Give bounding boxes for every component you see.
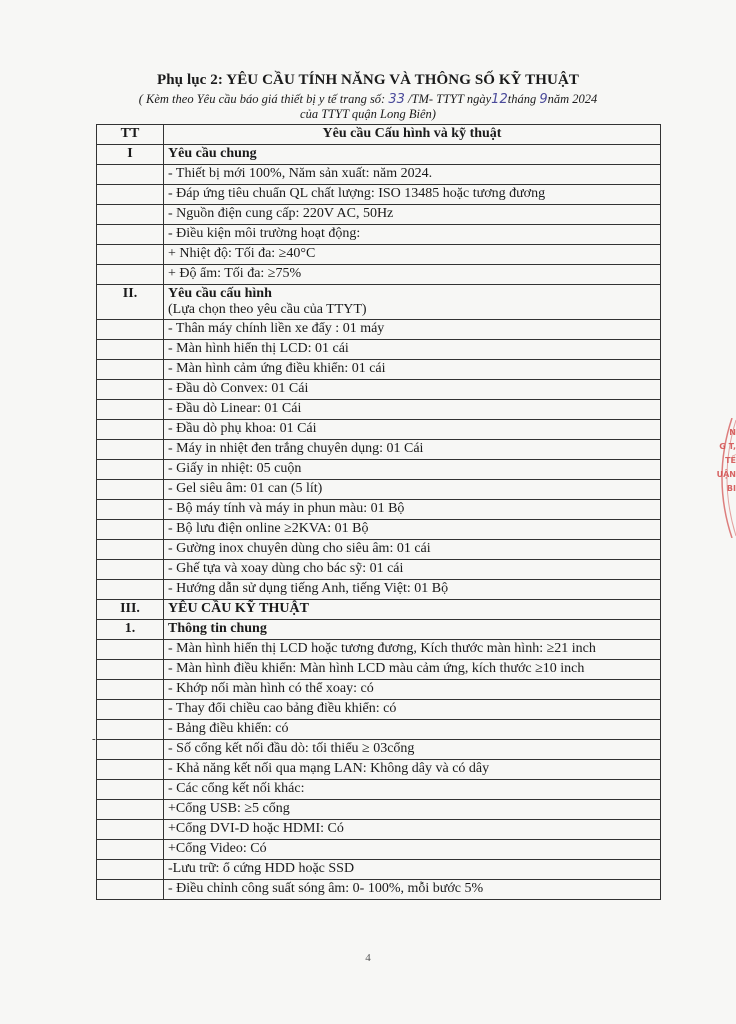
page-subtitle-line2: của TTYT quận Long Biên) xyxy=(300,107,436,121)
row-requirement: Thông tin chung xyxy=(164,620,661,640)
table-row xyxy=(97,400,661,420)
table-row xyxy=(97,780,661,800)
table-row xyxy=(97,680,661,700)
section-heading: Yêu cầu cấu hình xyxy=(168,286,272,301)
handwritten-number: 33 xyxy=(388,92,405,107)
table-row xyxy=(97,800,661,820)
row-number xyxy=(97,480,164,500)
table-row xyxy=(97,420,661,440)
table-row xyxy=(97,660,661,680)
subtitle-text-3: tháng xyxy=(507,92,540,106)
stamp-line: G T, xyxy=(719,442,736,451)
row-requirement: - Số cổng kết nối đầu dò: tối thiểu ≥ 03cổng xyxy=(164,740,661,760)
table-row xyxy=(97,165,661,185)
header-requirements: Yêu cầu Cấu hình và kỹ thuật xyxy=(164,125,661,145)
row-number xyxy=(97,360,164,380)
row-requirement: - Giấy in nhiệt: 05 cuộn xyxy=(164,460,661,480)
row-requirement: - Màn hình điều khiển: Màn hình LCD màu cảm ứng, kích thước ≥10 inch xyxy=(164,660,661,680)
row-requirement: - Đầu dò Linear: 01 Cái xyxy=(164,400,661,420)
row-number xyxy=(97,840,164,860)
table-row xyxy=(97,460,661,480)
section-note: (Lựa chọn theo yêu cầu của TTYT) xyxy=(168,302,367,317)
row-requirement: + Nhiệt độ: Tối đa: ≥40°C xyxy=(164,245,661,265)
row-requirement: +Cổng Video: Có xyxy=(164,840,661,860)
table-row xyxy=(97,145,661,165)
row-number xyxy=(97,660,164,680)
subtitle-text-2: /TM- TTYT ngày xyxy=(404,92,492,106)
row-number xyxy=(97,580,164,600)
table-row xyxy=(97,520,661,540)
row-number: III. xyxy=(97,600,164,620)
row-requirement: +Cổng DVI-D hoặc HDMI: Có xyxy=(164,820,661,840)
row-number xyxy=(97,205,164,225)
row-number: I xyxy=(97,145,164,165)
row-number xyxy=(97,165,164,185)
table-row xyxy=(97,880,661,900)
row-number xyxy=(97,560,164,580)
table-row xyxy=(97,540,661,560)
spec-table xyxy=(96,124,661,900)
table-row xyxy=(97,380,661,400)
table-row xyxy=(97,700,661,720)
row-requirement: - Gel siêu âm: 01 can (5 lít) xyxy=(164,480,661,500)
row-requirement: - Gường inox chuyên dùng cho siêu âm: 01 cái xyxy=(164,540,661,560)
table-row xyxy=(97,285,661,320)
table-row xyxy=(97,600,661,620)
table-row xyxy=(97,720,661,740)
table-row xyxy=(97,820,661,840)
table-row xyxy=(97,860,661,880)
row-number xyxy=(97,340,164,360)
row-requirement: - Bộ máy tính và máy in phun màu: 01 Bộ xyxy=(164,500,661,520)
row-number xyxy=(97,640,164,660)
row-requirement: - Điều chỉnh công suất sóng âm: 0- 100%, mỗi bước 5% xyxy=(164,880,661,900)
row-requirement: - Thay đổi chiều cao bảng điều khiển: có xyxy=(164,700,661,720)
row-number xyxy=(97,245,164,265)
row-requirement: YÊU CẦU KỸ THUẬT xyxy=(164,600,661,620)
table-row xyxy=(97,265,661,285)
row-requirement: + Độ ẩm: Tối đa: ≥75% xyxy=(164,265,661,285)
row-number xyxy=(97,440,164,460)
table-row xyxy=(97,740,661,760)
table-row xyxy=(97,640,661,660)
table-row xyxy=(97,360,661,380)
table-row xyxy=(97,245,661,265)
table-row xyxy=(97,620,661,640)
table-row xyxy=(97,560,661,580)
header-tt: TT xyxy=(97,125,164,145)
row-number xyxy=(97,540,164,560)
row-requirement: - Thiết bị mới 100%, Năm sản xuất: năm 2024. xyxy=(164,165,661,185)
row-number xyxy=(97,380,164,400)
margin-mark: - xyxy=(92,733,96,745)
stamp-line: N xyxy=(729,428,736,437)
row-requirement: - Đáp ứng tiêu chuẩn QL chất lượng: ISO 13485 hoặc tương đương xyxy=(164,185,661,205)
row-number xyxy=(97,720,164,740)
subtitle-text-1: ( Kèm theo Yêu cầu báo giá thiết bị y tế trang số: xyxy=(138,92,389,106)
row-number xyxy=(97,400,164,420)
row-number xyxy=(97,185,164,205)
table-row xyxy=(97,840,661,860)
row-number xyxy=(97,225,164,245)
row-requirement: - Bảng điều khiển: có xyxy=(164,720,661,740)
table-row xyxy=(97,320,661,340)
row-requirement: - Khả năng kết nối qua mạng LAN: Không dây và có dây xyxy=(164,760,661,780)
row-requirement: - Khớp nối màn hình có thể xoay: có xyxy=(164,680,661,700)
subtitle-text-4: năm 2024 xyxy=(547,92,598,106)
row-number xyxy=(97,500,164,520)
handwritten-day: 12 xyxy=(491,92,508,107)
table-row xyxy=(97,480,661,500)
row-requirement: - Hướng dẫn sử dụng tiếng Anh, tiếng Việt: 01 Bộ xyxy=(164,580,661,600)
table-row xyxy=(97,440,661,460)
table-row xyxy=(97,500,661,520)
row-number xyxy=(97,780,164,800)
row-number xyxy=(97,820,164,840)
row-requirement: - Thân máy chính liền xe đẩy : 01 máy xyxy=(164,320,661,340)
page-number: 4 xyxy=(365,952,371,964)
table-row xyxy=(97,760,661,780)
table-header-row xyxy=(97,125,661,145)
row-requirement: -Lưu trữ: ổ cứng HDD hoặc SSD xyxy=(164,860,661,880)
row-number xyxy=(97,760,164,780)
row-number: II. xyxy=(97,285,164,320)
stamp-text xyxy=(704,426,736,496)
row-number xyxy=(97,740,164,760)
row-number xyxy=(97,320,164,340)
row-requirement: - Màn hình hiển thị LCD hoặc tương đương, Kích thước màn hình: ≥21 inch xyxy=(164,640,661,660)
page-title: Phụ lục 2: YÊU CẦU TÍNH NĂNG VÀ THÔNG SỐ KỸ THUẬT xyxy=(156,72,580,88)
table-row xyxy=(97,580,661,600)
row-requirement: +Cổng USB: ≥5 cổng xyxy=(164,800,661,820)
row-requirement: - Đầu dò phụ khoa: 01 Cái xyxy=(164,420,661,440)
row-number xyxy=(97,880,164,900)
stamp-line: BI xyxy=(726,484,736,493)
stamp-line: UẬN xyxy=(716,470,736,479)
table-row xyxy=(97,205,661,225)
row-requirement: - Nguồn điện cung cấp: 220V AC, 50Hz xyxy=(164,205,661,225)
row-requirement xyxy=(164,285,661,320)
row-number: 1. xyxy=(97,620,164,640)
row-number xyxy=(97,800,164,820)
table-row xyxy=(97,185,661,205)
page-subtitle xyxy=(0,92,736,107)
row-number xyxy=(97,520,164,540)
row-requirement: - Bộ lưu điện online ≥2KVA: 01 Bộ xyxy=(164,520,661,540)
handwritten-month: 9 xyxy=(539,92,548,107)
row-number xyxy=(97,680,164,700)
table-row xyxy=(97,225,661,245)
table-row xyxy=(97,340,661,360)
row-number xyxy=(97,420,164,440)
row-requirement: - Ghế tựa và xoay dùng cho bác sỹ: 01 cái xyxy=(164,560,661,580)
row-number xyxy=(97,860,164,880)
row-number xyxy=(97,460,164,480)
row-requirement: - Máy in nhiệt đen trắng chuyên dụng: 01 Cái xyxy=(164,440,661,460)
row-requirement: - Màn hình cảm ứng điều khiển: 01 cái xyxy=(164,360,661,380)
row-requirement: - Màn hình hiển thị LCD: 01 cái xyxy=(164,340,661,360)
row-requirement: - Đầu dò Convex: 01 Cái xyxy=(164,380,661,400)
row-number xyxy=(97,265,164,285)
row-requirement: Yêu cầu chung xyxy=(164,145,661,165)
row-requirement: - Các cổng kết nối khác: xyxy=(164,780,661,800)
row-requirement: - Điều kiện môi trường hoạt động: xyxy=(164,225,661,245)
stamp-line: TẾ xyxy=(725,456,736,465)
row-number xyxy=(97,700,164,720)
